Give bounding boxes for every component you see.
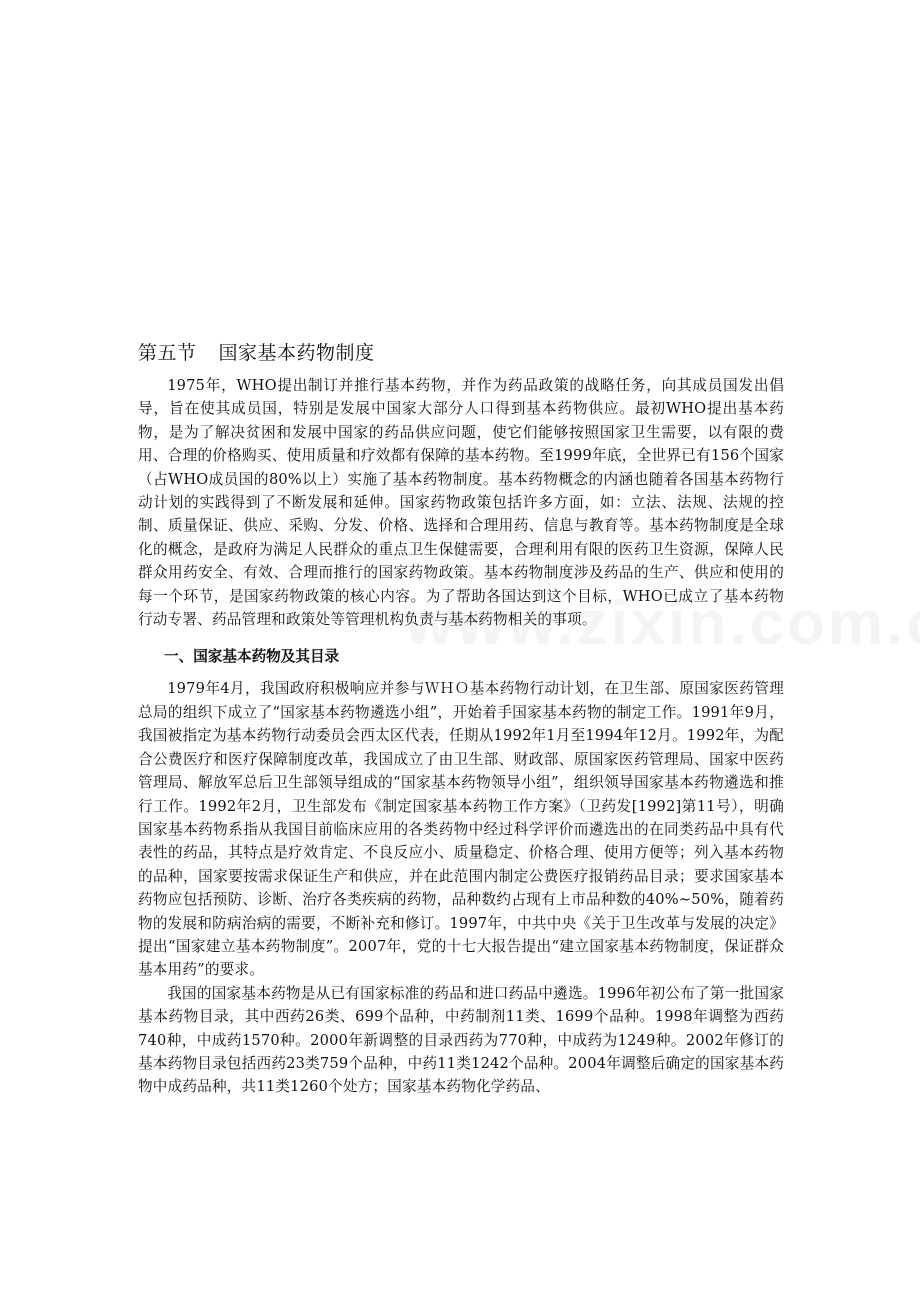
section-title — [138, 338, 784, 368]
document-body — [138, 338, 784, 1099]
paragraph-catalog: 我国的国家基本药物是从已有国家标准的药品和进口药品中遴选。1996年初公布了第一批国家基本药物目录，其中西药26类、699个品种，中药制剂11类、1699个品种。1998年调整为西药740种，中成药1570种。2000年新调整的目录西药为770种，中成药为1249种。2002年修订的基本药物目录包括西药23类759个品种，中药11类1242个品种。2004年调整后确定的国家基本药物中成药品种，共11类1260个处方；国家基本药物化学药品、 — [138, 984, 784, 1096]
section-number: 第五节 — [138, 342, 197, 364]
section-title-text: 国家基本药物制度 — [218, 342, 375, 364]
paragraph-intro: 1975年，WHO提出制订并推行基本药物，并作为药品政策的战略任务，向其成员国发出倡导，旨在使其成员国，特别是发展中国家大部分人口得到基本药物供应。最初WHO提出基本药物，是为了解决贫困和发展中国家的药品供应问题，使它们能够按照国家卫生需要，以有限的费用、合理的价格购买、使用质量和疗效都有保障的基本药物。至1999年底，全世界已有156个国家（占WHO成员国的80%以上）实施了基本药物制度。基本药物概念的内涵也随着各国基本药物行动计划的实践得到了不断发展和延伸。国家药物政策包括许多方面，如：立法、法规、法规的控制、质量保证、供应、采购、分发、价格、选择和合理用药、信息与教育等。基本药物制度是全球化的概念，是政府为满足人民群众的重点卫生保健需要，合理利用有限的医药卫生资源，保障人民群众用药安全、有效、合理而推行的国家药物政策。基本药物制度涉及药品的生产、供应和使用的每一个环节，是国家药物政策的核心内容。为了帮助各国达到这个目标，WHO已成立了基本药物行动专署、药品管理和政策处等管理机构负责与基本药物相关的事项。 — [138, 377, 784, 629]
paragraph-history: 1979年4月，我国政府积极响应并参与ＷＨＯ基本药物行动计划，在卫生部、原国家医药管理总局的组织下成立了“国家基本药物遴选小组”，开始着手国家基本药物的制定工作。1991年9月，我国被指定为基本药物行动委员会西太区代表，任期从1992年1月至1994年12月。1992年，为配合公费医疗和医疗保障制度改革，我国成立了由卫生部、财政部、原国家医药管理局、国家中医药管理局、解放军总后卫生部领导组成的“国家基本药物领导小组”，组织领导国家基本药物遴选和推行工作。1992年2月，卫生部发布《制定国家基本药物工作方案》（卫药发[1992]第11号），明确国家基本药物系指从我国目前临床应用的各类药物中经过科学评价而遴选出的在同类药品中具有代表性的药品，其特点是疗效肯定、不良反应小、质量稳定、价格合理、使用方便等；列入基本药物的品种，国家要按需求保证生产和供应，并在此范围内制定公费医疗报销药品目录；要求国家基本药物应包括预防、诊断、治疗各类疾病的药物，品种数约占现有上市品种数的40%~50%，随着药物的发展和防病治病的需要，不断补充和修订。1997年，中共中央《关于卫生改革与发展的决定》提出“国家建立基本药物制度”。2007年，党的十七大报告提出“建立国家基本药物制度，保证群众基本用药”的要求。 — [138, 680, 784, 979]
subsection-heading: 一、国家基本药物及其目录 — [164, 648, 340, 666]
